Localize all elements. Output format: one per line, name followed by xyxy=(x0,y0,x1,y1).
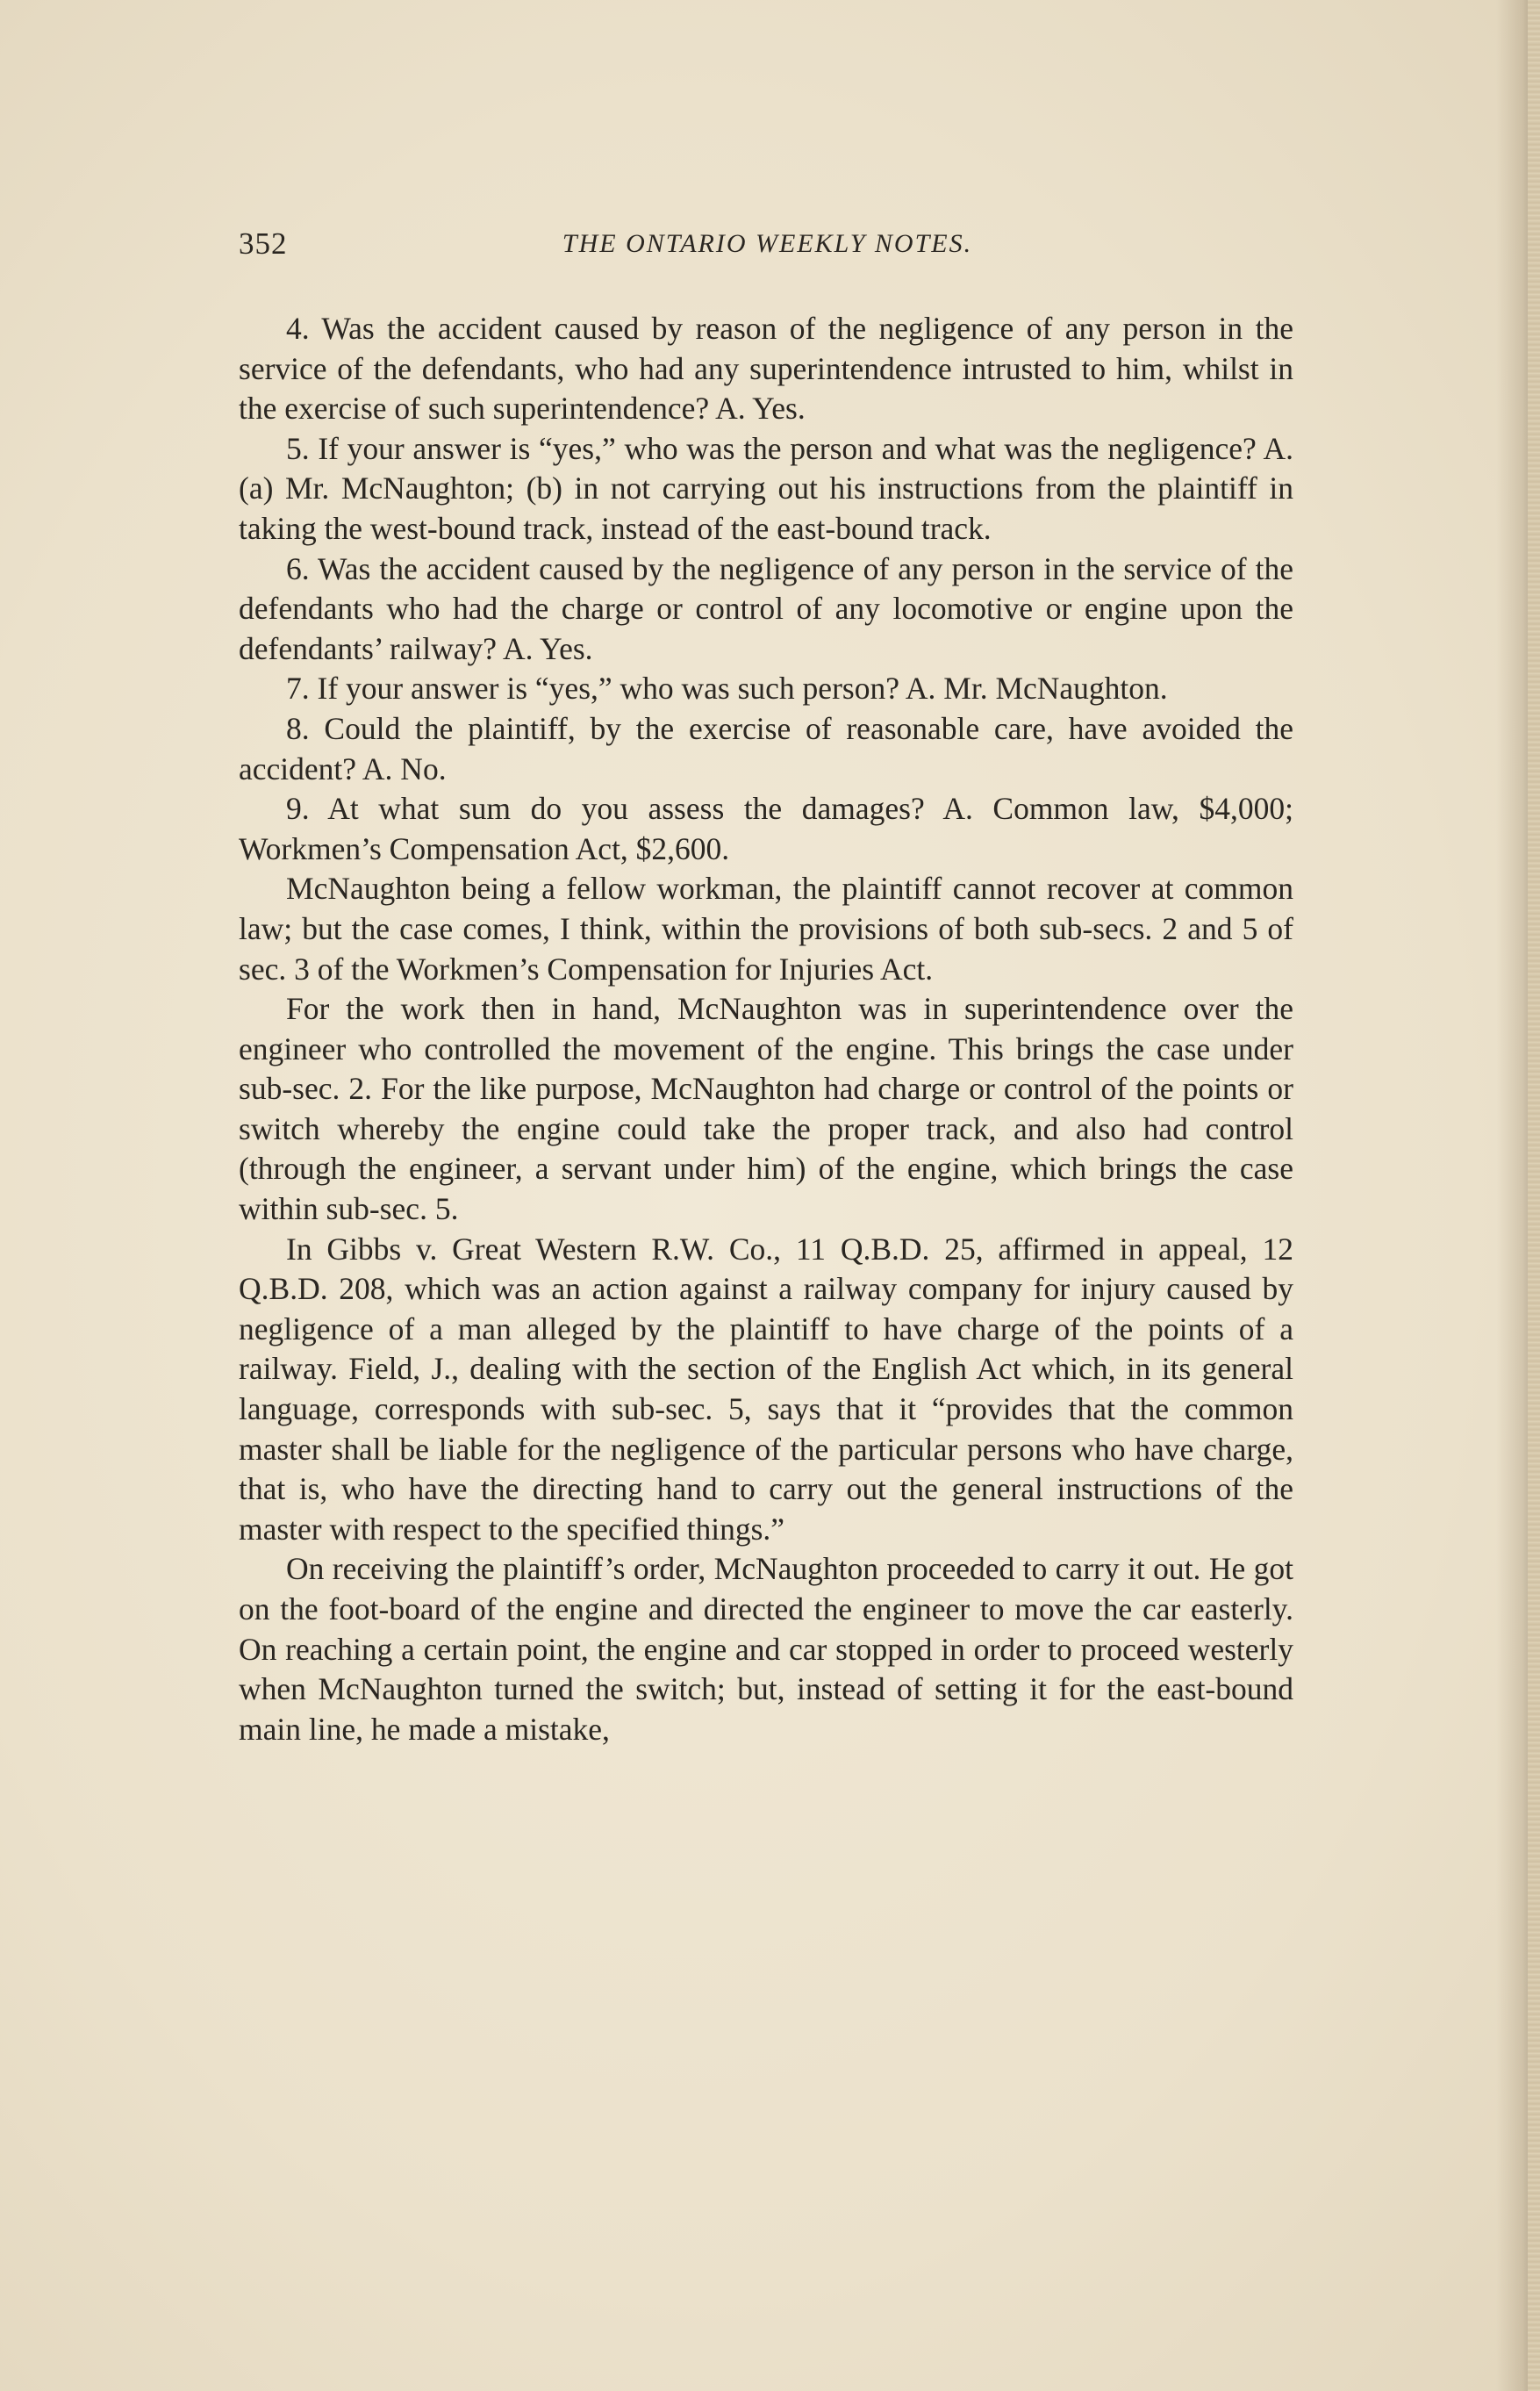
paragraph-superintendence: For the work then in hand, McNaughton was in superintendence over the engineer who controlled the movement of the engine. This brings the case under sub-sec. 2. For the like purpose, McNaughton had charge or control of the points or switch whereby the engine could take the proper track, and also had control (through the engineer, a servant under him) of the engine, which brings the case within sub-sec. 5. xyxy=(239,991,1293,1227)
page-number: 352 xyxy=(239,226,288,261)
paragraph-plaintiff-order: On receiving the plaintiff’s order, McNaughton proceeded to carry it out. He got on the foot-board of the engine and directed the engineer to move the car easterly. On reaching a certain point, the engine and car stopped in order to proceed westerly when McNaughton turned the switch; but, instead of setting it for the east-bound main line, he made a mistake, xyxy=(239,1551,1293,1747)
question-7: 7. If your answer is “yes,” who was such person? A. Mr. McNaughton. xyxy=(286,671,1168,707)
question-4: 4. Was the accident caused by reason of the negligence of any person in the service of the defendants, who had any superintendence intrusted to him, whilst in the exercise of such superintendence? A. Yes. xyxy=(239,311,1293,427)
page-header xyxy=(239,226,1296,272)
question-9: 9. At what sum do you assess the damages? A. Common law, $4,000; Workmen’s Compensation Act, $2,600. xyxy=(239,791,1293,866)
question-5: 5. If your answer is “yes,” who was the person and what was the negligence? A. (a) Mr. McNaughton; (b) in not carrying out his instructions from the plaintiff in taking the west-bound track, instead of the east-bound track. xyxy=(239,430,1293,546)
paragraph-fellow-workman: McNaughton being a fellow workman, the plaintiff cannot recover at common law; but the case comes, I think, within the provisions of both sub-secs. 2 and 5 of sec. 3 of the Workmen’s Compensation for Injuries Act. xyxy=(239,871,1293,987)
paragraph-gibbs-case: In Gibbs v. Great Western R.W. Co., 11 Q.B.D. 25, affirmed in appeal, 12 Q.B.D. 208, which was an action against a railway company for injury caused by negligence of a man alleged by the plaintiff to have charge of the points of a railway. Field, J., dealing with the section of the English Act which, in its general language, corresponds with sub-sec. 5, says that it “provides that the common master shall be liable for the negligence of the particular persons who have charge, that is, who have the directing hand to carry out the general instructions of the master with respect to the specified things.” xyxy=(239,1231,1293,1547)
question-6: 6. Was the accident caused by the negligence of any person in the service of the defendants who had the charge or control of any locomotive or engine upon the defendants’ railway? A. Yes. xyxy=(239,550,1293,666)
page-edges xyxy=(1528,0,1540,2391)
question-8: 8. Could the plaintiff, by the exercise of reasonable care, have avoided the accident? A. No. xyxy=(239,710,1293,786)
running-title: THE ONTARIO WEEKLY NOTES. xyxy=(562,229,973,258)
body-text xyxy=(239,309,1293,1749)
